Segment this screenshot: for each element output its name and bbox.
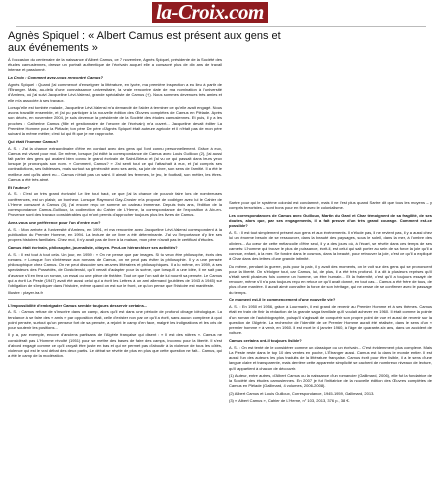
answer-paragraph: A. S. : J'ai la chance extraordinaire d'être en contact avec des gens qui l'ont connu personnellement. Grâce à eux, Camus est vivant pour moi. De même, lorsque j'ai édité la correspondance de Camus avec Louis Guilloux (2), j'ai aussi fait parler des gens qui avaient bien connu le grand écrivain de Saint-Brieuc et j'ai vu ce qui passait dans leurs yeux lorsque je prononçais son nom. « Comment, Camus? » J'ai senti tout ce qui l'attachait à eux, et j'ai compris ses contradictions, ses faiblesses, mais surtout sa générosité avec ses amis, sa joie de vivre, son sens de l'amitié. Il a été le meilleur ami qu'ils aient eu... Camus n'était pas un saint. Il aimait les femmes, le jeu, le football, son métier, les êtres. Camus a été très aimé.: [8, 145, 222, 182]
answer-paragraph: Il y a, par exemple, encore d'anciens partisans de l'Algérie française qui disent : « Il est des nôtres ». Camus ne considérait pas L'Homme révolté (1951) pour se mettre des bases de faire des camps, inconnu pour la liberté. Il s'est d'abord engagé comme ce qu'il croyait être juste en bas et qui ne permet pas d'aboutir à la violence de tous les côtés, violence qui est le vrai débat des deux partis. Le débat se révèle de plus en plus que cette question ne fait... Camus, qui a été le camp de la modération.: [8, 332, 222, 359]
question-heading: Camus était écrivain, philosophe, journaliste, citoyen. Peut-on hiérarchiser ses activités?: [8, 245, 178, 251]
question-heading: Qui était l'homme Camus?: [8, 138, 59, 144]
question-heading: Camus certains ont-il toujours lisible?: [229, 338, 302, 344]
answer-paragraph: Sartre pour qui le système colonial est condamné, mais il ne l'est plus quand Sartre dit que tous les moyens – y compris terroristes – sont bons pour en finir avec le colonialisme.: [229, 200, 432, 211]
answer-paragraph: Du même, pendant la guerre, puis pour la paix, il y avait des moments, on le voit sur des gens qui se prononcent pour la liberté. On s'éloigne tout, car Camus, lui, de plus, il a été très profond. Il a dit à plusieurs reprises qu'il s'était senti plusieurs fois comme un homme, un être humain... Et la fraternité, c'est qu'il a toujours essayé de renouer, même s'il n'a pas toujours reçu en retour ce qu'il avait donné, en tout cas... Camus a été frère de tous, de plus d'une manière. Il aurait aimé connaître la force de son héritage, qui ne cesse de se confirmer avec le passage du temps.: [229, 263, 432, 295]
section-divider: [8, 299, 222, 300]
question-heading: Ce moment est-il le commencement d'une nouvelle vie?: [229, 297, 336, 303]
answer-paragraph: A. S. : Il est tout à tout cela. Un jour, en 1959 : « On ne pense que par images. Si tu veux être philosophe, écris des romans. » Lorsque l'on s'intéresse aux romans de Camus, on ne peut pas éviter la philosophie. Il y a une pensée philosophique chez Camus. On ne peut dissocier ses œuvres littéraires et philosophiques. Il a lu même, en 1959, à ses spectateurs des Possédés, de Dostoïevski, qu'il venait d'adapter pour la scène, que lorsqu'il a une idée, il ne sait pas d'avance s'il en fera un roman, un essai ou une pièce de théâtre. Tout ce que l'on sait de lui nourrit sa pensée. Le Camus qui a écrit La Peste (1947) avait été aussi celui qui a écrit les Lettres à un ami allemand (publiées de 1943 à 1945) sur l'obligation de s'impliquer dans l'histoire, même quand on est sur le front, ce qu'on pense que l'histoire est manifeste.: [8, 251, 222, 289]
footnote: (2) Albert Camus et Louis Guilloux, Correspondance, 1945-1959, Gallimard, 2013.: [229, 390, 375, 396]
question-heading: La Croix : Comment avez-vous rencontré Camus?: [8, 75, 103, 81]
answer-paragraph: A. S. : En 1950 et 1956, grâce à Lourmarin, il est grand de revenir au Premier Homme et à ses thèmes. Camus était en train de finir la rédaction de la grande saga familiale qu'il voulait achever en 1960. Il était comme la pointe d'un roman de l'autobiographie, puisqu'il s'agissait de conquérir son propre point de vue et aussi de revenir sur la question de l'Algérie. La recherche de l'identité de ce Premier Homme aurait été réalisée, dans le sens d'un « premier homme » à venir, en 1960. Il est mort le 4 janvier 1960, à l'âge de quarante-six ans, dans un accident de voiture.: [229, 304, 432, 336]
site-logo[interactable]: la-Croix.com: [152, 2, 268, 23]
answer-paragraph: A. S. : Il est tout simplement présent aux gens et aux événements. Il n'élude pas, il ne revient pas, il y a aussi chez lui un énorme besoin de se ressourcer, dans la beauté des paysages, sous le soleil, dans la mer, à l'ombre des oliviers... Au cœur de cette mélancolie d'être seul, il y a des jours où, à l'écart, se révèle dans ces temps de ses carnets: L'homme qui trouve le plus de puissance, écrit-il, est celui qui sait porter au sein de sa force la joie qu'il a connue, enfant, à la mer. Se fondre dans le cosmos, dans la beauté, pour retrouver la joie, c'est ce qu'il a expliqué à Char dans des lettres d'une grande intimité.: [229, 230, 432, 262]
left-column: [8, 57, 222, 361]
answer-paragraph: Agnès Spiquel : Quand j'ai commencé d'enseigner la littérature, en lycée, ma première inspection a eu lieu à partir de l'Étranger. Mais, au-delà d'une connaissance universitaire, la vraie rencontre date de ma nomination à l'université d'Amiens, où j'ai suivi Jacqueline Lévi-Valensi, grande spécialiste de Camus (†). Nous sommes devenues très amies et elle m'a associée à ses travaux.: [8, 82, 222, 103]
answer-paragraph: Lorsqu'elle est tombée malade, Jacqueline Lévi-Valensi m'a demandé de l'aider à terminer ce qu'elle avait engagé. Nous avons travaillé ensemble, et j'ai pu participer à la nouvelle édition des Œuvres complètes de Camus en Pléiade. Après son décès, en novembre 2004, je suis devenue la présidente de la Société des études camusiennes. Et puis, il y a les proches : Catherine Camus (fille et gestionnaire de l'œuvre de l'écrivain) m'a ouvert... Jacqueline devait éditer La Première Homme pour la Pléiade; ton père De père d'Agnès Spiquel était auteure agricole et il n'était pas de mon père suivant la même métier; c'est lui qui fit que je me rapproche.: [8, 105, 222, 137]
masthead-divider: [16, 26, 426, 27]
answer-paragraph: A. S. : On est tenté de le considérer comme un classique ou un écrivain... C'est évidemment plus complexe. Mais La Peste reste dans le top 10 des ventes en poche, L'Étranger aussi. Camus est lu dans le monde entier. Il est aussi l'un des auteurs les plus traduits de la littérature française. Camus écrit pour être lisible, il a le sens d'une langue claire et transparente, mais derrière cette apparente simplicité se cachent de nombreux niveaux de lecture, qu'il appartient à chacun de découvrir.: [229, 344, 432, 371]
answer-paragraph: A. S. : C'est un très grand écrivain! Le lire tout haut, ce que j'ai la chance de pouvoir faire lors de nombreuses conférences, est un plaisir, un bonheur. Lorsque Raymond Gay-Crosier m'a proposé de codiriger avec lui le Cahier de L'Herne consacré à Camus (3), j'ai encore reçu ce somme un cadeau immense. Depuis trois ans, l'édition de la correspondance Camus-Guilloux, la codirection du Cahier de L'Herne, la correspondance de l'exposition à Aix-en-Provence sont des travaux considérables qui m'ont permis d'approcher toujours plus les livres de Camus.: [8, 191, 222, 218]
footnote: (3) « Albert Camus », Cahier de L'Herne, n° 103, 2013, 376 p., 38 €.: [229, 398, 350, 404]
question-heading: Les correspondances de Camus avec Guilloux, Martin du Gard et Char témoignent de sa fragilité, de ses doutes, alors que, par ses engagements, il a fait preuve d'un très grand courage. Comment est-ce possible?: [229, 213, 432, 229]
illustration-credit: Illustre : player.ira.fr: [8, 290, 43, 296]
question-heading: L'impossibilité d'embrigader Camus semble toujours desservir certains...: [8, 302, 148, 308]
footnote: (1) Auteur, entre autres, d'Albert Camus ou la naissance d'un romancier (Gallimard, 2006), elle fut la fondatrice de la Société des études camusiennes. En 2007 je fut l'initiatrice de la nouvelle édition des Œuvres complètes de Camus en Pléiade (Gallimard, 4 volumes, 2006-2008).: [229, 373, 432, 389]
right-column: [229, 200, 432, 406]
article-headline: Agnès Spiquel : « Albert Camus est présent aux gens et aux événements »: [8, 30, 281, 54]
answer-paragraph: A. S. : Camus refuse de s'inscrire dans un camp, alors qu'il est dans une période de profond clivage idéologique. La tendance à se faire des « amis » par opposition était, celle d'exister non par ce qu'il a écrit, sans aucun complexe à quoi point pensée, surtout qu'un penseur fort de sa pensée, a rejoint le camp d'en face, malgré les indignations et les cris de pour soutenir les positions...: [8, 309, 222, 331]
question-heading: Avez-vous une préférence pour l'un d'entre eux?: [8, 220, 101, 226]
answer-paragraph: A. S. : Mon arrivée à l'université d'Amiens, en 1991, et ma rencontre avec Jacqueline Lévi-Valensi correspondent à la publication du Premier Homme, en 1994. La lecture de ce livre a été déterminante. J'ai vu l'importance d'y lire ses propres histoires familiales. Chez moi, il n'y avait pas de livre à la maison, mon père n'avait pas le certificat d'études.: [8, 226, 222, 243]
question-heading: Et l'auteur?: [8, 184, 30, 190]
article-intro: À l'occasion du centenaire de la naissance d'Albert Camus, ce 7 novembre, Agnès Spiquel, présidente de la Société des études camusiennes, dresse un portrait authentique de l'écrivain auquel elle a consacré plus de dix ans de travail intense et passionné.: [8, 57, 222, 73]
